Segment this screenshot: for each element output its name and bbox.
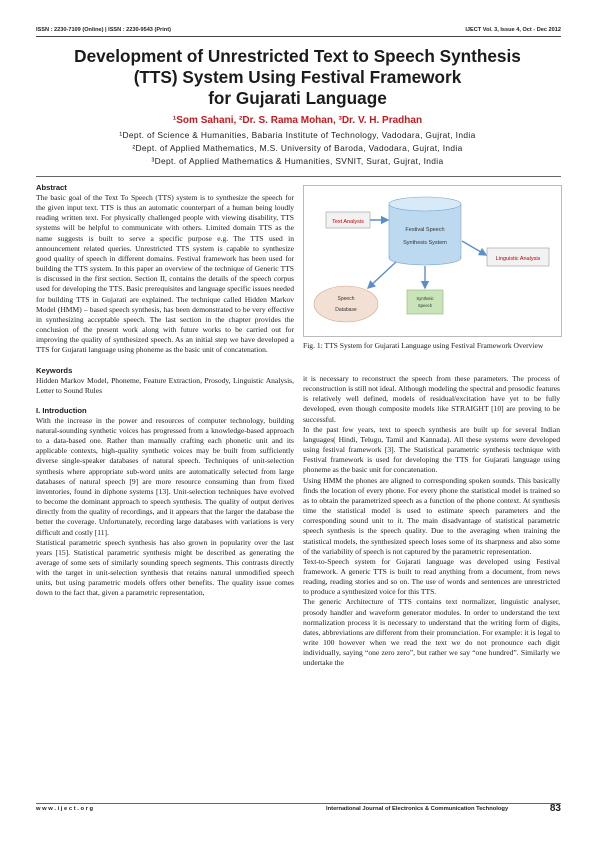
website-footer: w w w . i j e c t . o r g: [36, 806, 94, 812]
journal-name-footer: International Journal of Electronics & Communication Technology: [326, 806, 509, 812]
tts-architecture-diagram: [304, 186, 561, 336]
synthesis-system-label: Synthesis System: [403, 240, 447, 246]
synthetic-speech-label-2: Speech: [417, 303, 433, 308]
right-column: [303, 374, 560, 669]
right-paragraph-4: Text-to-Speech system for Gujarati language was developed using Festival framework. A generic TTS is built to read anything from a document, from news reading, reading stories and so on. The use of words and sentences are unrestricted to produce a synthesized voice for this TTS.: [303, 556, 560, 597]
abstract-text: The basic goal of the Text To Speech (TTS) system is to synthesize the speech for the given input text. TTS is thus an automatic counterpart of a human being loudly reading written text. For physically challenged people with viewing disability, TTS systems will be helpful to communicate with others. Limited domain TTS as the name suggests is built to serve a specific purpose e.g. The TTS used in announcement related queries. Unrestricted TTS system is capable to synthesize good quality of speech in different domains. Festival framework has been used for building the TTS system. In this paper an overview of the technique of Generic TTS is discussed in the first section. Section II, contains the details of the speech corpus used for developing the TTS. Basic prerequisites and language specific issues needed for building TTS in Gujarati are explained. The technique called Hidden Markov Model (HMM) – based speech synthesis, has been demonstrated to be very effective in synthesizing acceptable speech. The last section in the chapter provides the conclusion of the present work along with future works to be carried out for improving the quality of synthesized speech. As an initial step we have developed a TTS for Gujarati language using phoneme as the basic unit of concatenation.: [36, 193, 294, 355]
right-paragraph-5: The generic Architecture of TTS contains text normalizer, linguistic analyser, prosody handler and waveform generator modules. In order to understand the text normalization process it is necessary to understand that the writing form of digits, dates, abbreviations are different from their pronunciation. For example: it is legal to write 100 however when we read the text we do not pronounce each digit individually, saying “one zero zero”, but rather we say “one hundred”. Similarly we undertake the: [303, 597, 560, 668]
paper-title: [40, 46, 555, 109]
arrow-system-to-database: [368, 262, 396, 288]
speech-database-label-2: Database: [335, 307, 357, 313]
intro-paragraph-1: With the increase in the power and resources of computer technology, building natural-sounding synthetic voices has progressed from a knowledge-based approach to a data-based one. Rather than manually crafting each phonetic unit and its applicable contexts, high-quality synthetic voices may be built from sufficiently diverse single-speaker databases of natural speech. Techniques of unit-selection synthesis where appropriate sub-word units are automatically selected from large databases of natural speech [9] are more resource consuming than from fixed inventories, found in diphone systems [13]. Unit-selection techniques have evolved to become the dominant approach to speech synthesis. The quality of output derives directly from the quality of recordings, and it appears that the larger the database the better the coverage. Unfortunately, recording large databases with variations is very difficult and costly [11].: [36, 415, 294, 537]
keywords-text: Hidden Markov Model, Phoneme, Feature Extraction, Prosody, Linguistic Analysis, Letter to Sound Rules: [36, 375, 294, 395]
right-paragraph-1: it is necessary to reconstruct the speech from these parameters. The process of reconstruction is still not ideal. Although modeling the spectral and prosodic features is relatively well defined, models of residual/excitation have yet to be fully developed, even though composite models like STRAIGHT [10] are proving to be successful.: [303, 374, 560, 424]
introduction-heading: I. Introduction: [36, 405, 87, 415]
keywords-heading: Keywords: [36, 365, 73, 375]
right-paragraph-2: In the past few years, text to speech synthesis are built up for several Indian languages( Hindi, Telugu, Tamil and Kannada). All these systems were developed using festival framework [3]. The Statistical parametric synthesis technique with Festival framework is used for developing the TTS for Gujarati language using phoneme as the basic unit for concatenation.: [303, 424, 560, 475]
left-column: [36, 183, 294, 599]
title-line-3: for Gujarati Language: [208, 88, 387, 108]
header-rule: [36, 36, 561, 37]
journal-issue-header: IJECT Vol. 3, Issue 4, Oct - Dec 2012: [465, 27, 561, 33]
title-line-1: Development of Unrestricted Text to Speech Synthesis: [74, 46, 521, 66]
speech-database-label-1: Speech: [337, 296, 355, 302]
figure-1: [303, 185, 562, 337]
footer-rule: [36, 803, 561, 804]
right-paragraph-3: Using HMM the phones are aligned to corresponding spoken sounds. This basically finds the location of every phone. For every phone the statistical model is trained so as to obtain the parametrized speech as a function of the phone context. At synthesis time the statistical model is used to estimate speech parameters and the corresponding sound unit to it. The main disadvantage of statistical parametric speech synthesis is the speech quality. Due to the averaging when training the statistical models, the synthesized speech loses some of its sharpness and also some of the variability of speech is not captured by the parametric representation.: [303, 475, 560, 556]
title-line-2: (TTS) System Using Festival Framework: [133, 67, 462, 87]
figure-caption: Fig. 1: TTS System for Gujarati Language using Festival Framework Overview: [303, 341, 544, 350]
affiliation-2: ²Dept. of Applied Mathematics, M.S. University of Baroda, Vadodara, Gujrat, India: [132, 143, 463, 153]
synthetic-speech-label-1: Synthetic: [416, 296, 434, 301]
text-analysis-label: Text Analysis: [332, 219, 364, 225]
page-number: 83: [549, 803, 561, 814]
author-list: ¹Som Sahani, ²Dr. S. Rama Mohan, ³Dr. V. H. Pradhan: [172, 115, 423, 126]
affiliation-1: ¹Dept. of Science & Humanities, Babaria Institute of Technology, Vadodara, Gujrat, India: [119, 130, 476, 140]
arrow-system-to-linguistic: [462, 241, 486, 255]
section-divider: [36, 176, 561, 177]
festival-speech-label: Festival Speech: [405, 227, 445, 233]
synthetic-speech-box: [407, 290, 443, 314]
issn-header: ISSN : 2230-7109 (Online) | ISSN : 2230-9543 (Print): [36, 27, 171, 33]
speech-database-ellipse: [314, 286, 378, 322]
intro-paragraph-2: Statistical parametric speech synthesis has also grown in popularity over the last years [15]. Statistical parametric synthesis might be described as generating the average of some sets of similarly sounding speech segments. This contrasts directly with the target in unit-selection synthesis that retains natural unmodified speech units, but using parametric models offers other benefits. The quality issue comes down to the fact that, given a parametric representation,: [36, 537, 294, 598]
linguistic-analysis-label: Linguistic Analysis: [495, 256, 541, 262]
affiliation-3: ³Dept. of Applied Mathematics & Humanities, SVNIT, Surat, Gujrat, India: [151, 156, 444, 166]
abstract-heading: Abstract: [36, 183, 67, 192]
